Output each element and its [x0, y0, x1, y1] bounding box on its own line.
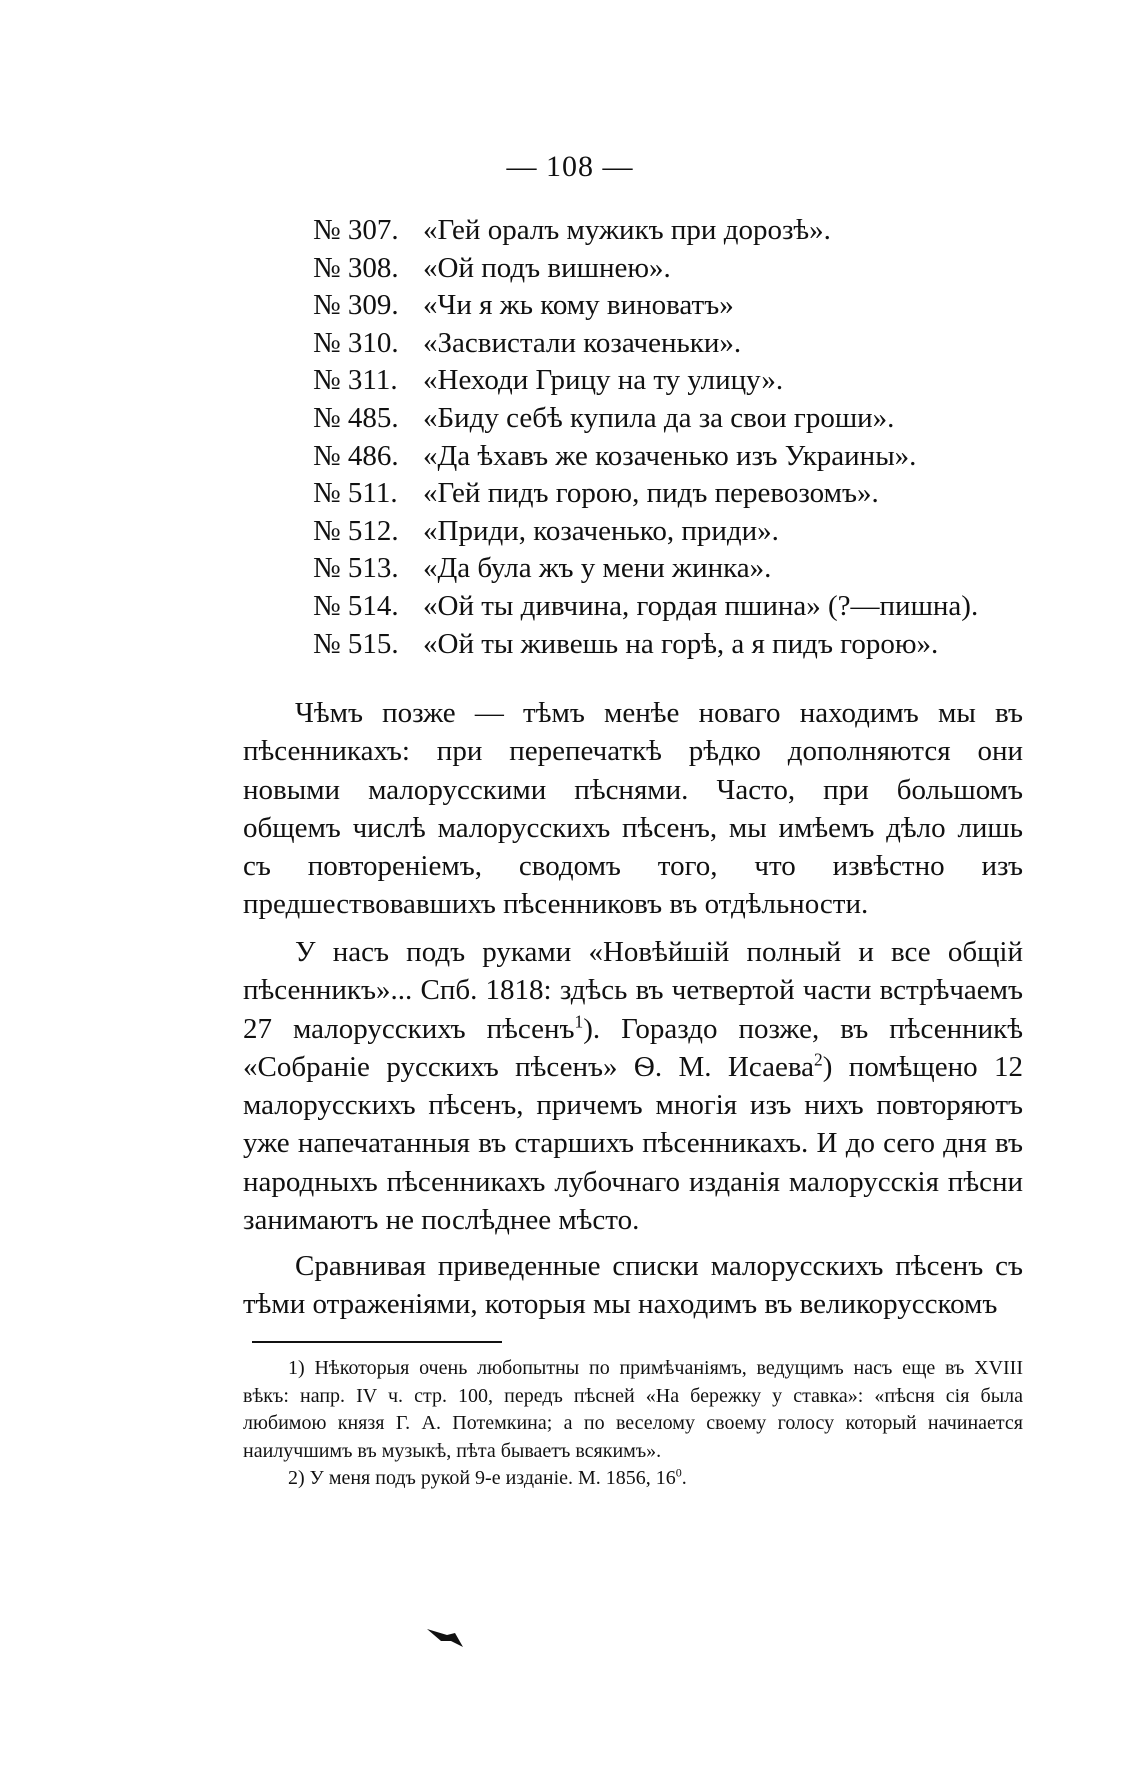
printer-mark-icon — [425, 1625, 465, 1649]
list-item — [313, 588, 978, 626]
song-number: № 514. — [313, 589, 399, 622]
song-title: «Приди, козаченько, приди». — [423, 514, 779, 547]
song-title: «Неходи Грицу на ту улицу». — [423, 364, 784, 397]
footnote: 1) Нѣкоторыя очень любопытны по примѣчаніямъ, ведущимъ насъ еще въ XVIII вѣкъ: напр. IV ч. стр. 100, передъ пѣсней «На бережку у ставка»: «пѣсня сія была любимою князя Г. А. Потемкина; а по веселому своему голосу который начинается наилучшимъ въ музыкѣ, пѣта бываетъ всякимъ». — [243, 1357, 1023, 1462]
song-number: № 485. — [313, 401, 399, 434]
song-number: № 309. — [313, 289, 399, 322]
song-title: «Ой подъ вишнею». — [423, 251, 671, 284]
song-number: № 311. — [313, 364, 398, 397]
list-item — [313, 438, 978, 476]
footnote-ref: 1 — [574, 1010, 584, 1031]
song-number: № 308. — [313, 251, 399, 284]
song-number: № 515. — [313, 627, 399, 660]
song-number: № 513. — [313, 552, 399, 585]
song-title: «Ой ты живешь на горѣ, а я пидъ горою». — [423, 627, 939, 660]
footnote-text: 2) У меня подъ рукой 9-е изданіе. М. 1856, 16 — [288, 1467, 676, 1489]
list-item — [313, 250, 978, 288]
song-title: «Биду себѣ купила да за свои гроши». — [423, 401, 895, 434]
song-number: № 512. — [313, 514, 399, 547]
song-title: «Гей оралъ мужикъ при дорозѣ». — [423, 214, 831, 246]
footnote-ref: 2 — [814, 1049, 823, 1070]
song-title: «Гей пидъ горою, пидъ перевозомъ». — [423, 477, 879, 510]
paragraph-text-part: ). Гораздо позже, въ пѣсенникѣ «Собраніе русскихъ пѣсенъ» Ѳ. М. Исаева — [243, 1012, 1023, 1083]
footnote — [243, 1465, 1023, 1493]
list-item — [313, 550, 978, 588]
list-item — [313, 362, 978, 400]
paragraph-text-part: У насъ подъ руками «Новѣйшій полный и все общій пѣсенникъ»... Спб. 1818: здѣсь въ четвертой части встрѣчаемъ 27 малорусскихъ пѣсенъ — [243, 936, 1023, 1045]
paragraph-text: Сравнивая приведенные списки малорусскихъ пѣсенъ съ тѣми отраженіями, которыя мы находимъ въ великорусскомъ — [243, 1250, 1023, 1321]
footnote-superscript: 0 — [675, 1465, 682, 1480]
footnote-divider — [252, 1341, 502, 1343]
song-number: № 307. — [313, 214, 399, 246]
footnotes — [243, 1355, 1023, 1493]
list-item — [313, 325, 978, 363]
list-item — [313, 513, 978, 551]
song-list — [313, 212, 978, 663]
footnote-text: . — [681, 1467, 687, 1489]
paragraph — [243, 1247, 1023, 1324]
song-number: № 310. — [313, 326, 399, 359]
paragraph — [243, 933, 1023, 1239]
song-title: «Ой ты дивчина, гордая пшина» (?—пишна). — [423, 589, 979, 622]
list-item — [313, 287, 978, 325]
song-number: № 486. — [313, 439, 399, 472]
song-title: «Да ѣхавъ же козаченько изъ Украины». — [423, 439, 917, 472]
list-item — [313, 400, 978, 438]
paragraph-text: Чѣмъ позже — тѣмъ менѣе новаго находимъ мы въ пѣсенникахъ: при перепечаткѣ рѣдко дополняются они новыми малорусскими пѣснями. Часто, при большомъ общемъ числѣ малорусскихъ пѣсенъ, мы имѣемъ дѣло лишь съ повтореніемъ, сводомъ того, что извѣстно изъ предшествовавшихъ пѣсенниковъ въ отдѣльности. — [243, 697, 1023, 921]
song-number: № 511. — [313, 477, 398, 510]
song-title: «Чи я жь кому виноватъ» — [423, 289, 734, 322]
song-title: «Да була жъ у мени жинка». — [423, 552, 772, 585]
list-item — [313, 212, 978, 250]
paragraph — [243, 694, 1023, 924]
song-title: «Засвистали козаченьки». — [423, 326, 742, 359]
list-item — [313, 626, 978, 664]
page-number: — 108 — — [506, 150, 634, 183]
list-item — [313, 475, 978, 513]
paragraph-text-part: ) помѣщено 12 малорусскихъ пѣсенъ, причемъ многія изъ нихъ повторяютъ уже напечатанныя въ старшихъ пѣсенникахъ. И до сего дня въ народныхъ пѣсенникахъ лубочнаго изданія малорусскія пѣсни занимаютъ не послѣднее мѣсто. — [243, 1050, 1023, 1237]
paragraph-text — [243, 933, 1023, 1239]
